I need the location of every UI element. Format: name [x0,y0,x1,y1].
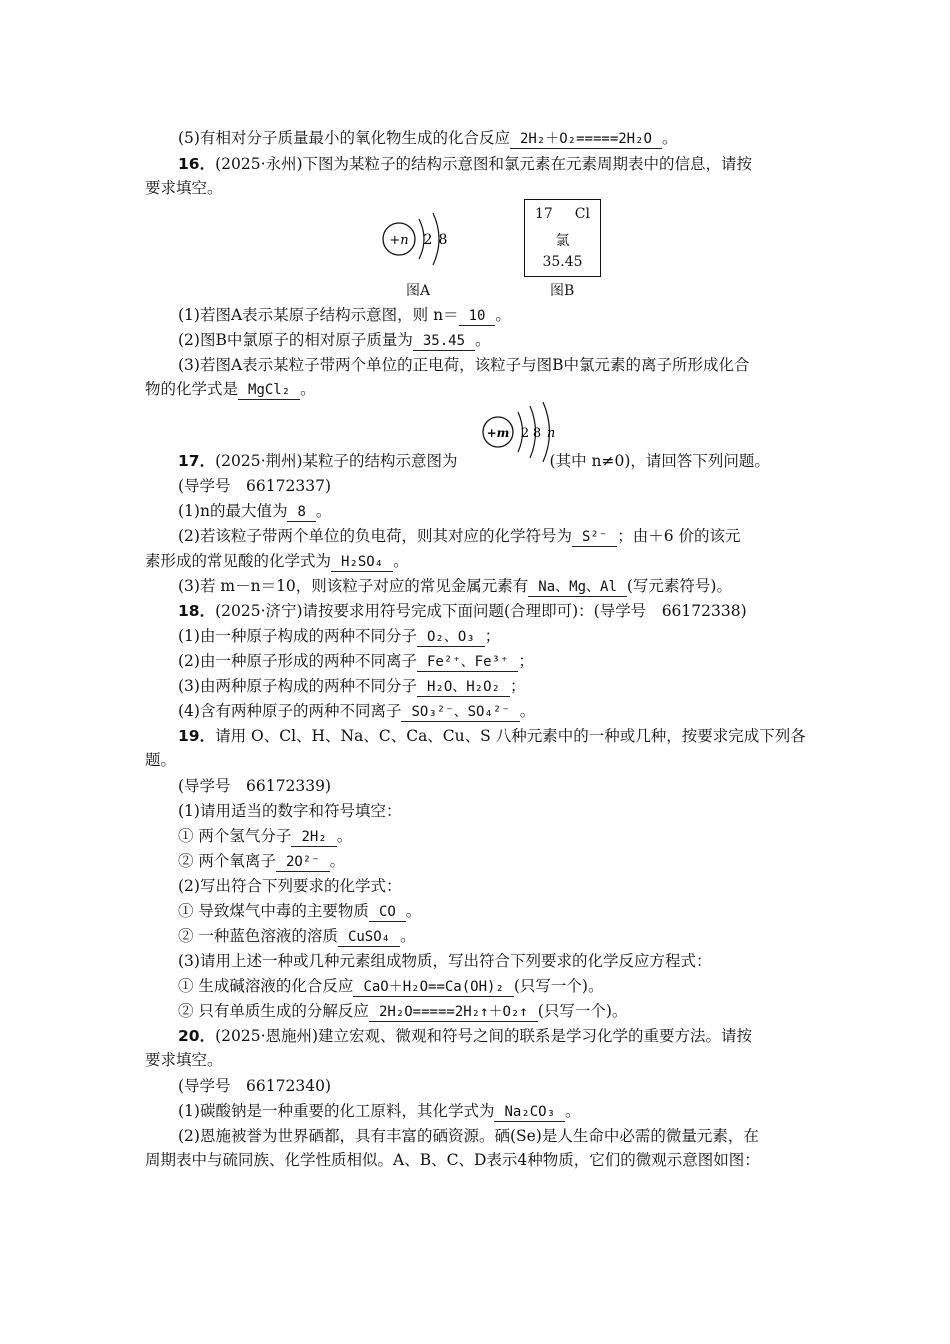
q17-text-post: (其中 n≠0)，请回答下列问题。 [549,452,770,470]
q18-4-line [178,701,535,722]
q20-number: 20． [178,1027,216,1045]
q18-3-text: (3)由两种原子构成的两种不同分子 [178,677,417,695]
q20-guide-number: (导学号 66172340) [178,1077,331,1095]
q18-3-answer: H₂O、H₂O₂ [417,678,510,697]
q18-3-line [178,676,526,697]
q18-line [178,601,747,621]
q19-1a-tail: 。 [336,827,353,845]
q19-line [178,726,806,746]
figure-b-symbol: Cl [574,206,590,222]
q16-3-text2: 物的化学式是 [145,380,239,398]
q18-2-line [178,651,534,672]
figure-a-atom-diagram [375,205,465,275]
q17-shell1-count: 2 [520,426,530,441]
q17-2-text: (2)若该粒子带两个单位的负电荷，则其对应的化学符号为 [178,527,572,545]
q16-2-tail: 。 [475,331,491,349]
q19-3a-tail: (只写一个)。 [513,977,604,995]
q18-4-answer: SO₃²⁻、SO₄²⁻ [401,703,519,722]
q20-2-text: (2)恩施被誉为世界硒都，具有丰富的硒资源。硒(Se)是人生命中必需的微量元素，在 [178,1127,759,1145]
q19-1a-line [178,826,352,847]
q20-1-text: (1)碳酸钠是一种重要的化工原料，其化学式为 [178,1102,495,1120]
q17-1-line [178,501,331,522]
figure-a-nucleus-label: +n [389,233,409,248]
q16-3-answer: MgCl₂ [238,381,300,400]
q19-2a-tail: 。 [405,902,422,920]
q16-1-answer: 10 [459,307,496,326]
q17-1-tail: 。 [315,502,332,520]
q19-3b-text: ② 只有单质生成的分解反应 [178,1002,369,1020]
q19-guide-number: (导学号 66172339) [178,777,331,795]
q17-3-tail: (写元素符号)。 [626,577,732,595]
q15-5-line [178,128,678,149]
q19-3a-answer: CaO＋H₂O==Ca(OH)₂ [353,978,513,997]
figure-b-atomic-number: 17 [535,206,553,222]
q19-1b-line [178,851,345,872]
q19-3-text: (3)请用上述一种或几种元素组成物质，写出符合下列要求的化学反应方程式： [178,952,712,970]
q16-1-line [178,305,511,326]
q19-1b-tail: 。 [329,852,346,870]
q15-5-text: (5)有相对分子质量最小的氧化物生成的化合反应 [178,129,510,147]
q17-2-answer: S²⁻ [572,528,617,547]
q16-line [178,154,752,174]
figure-b-element-name: 氯 [555,233,570,249]
q17-2-line [178,526,741,547]
q15-5-tail: 。 [661,129,678,147]
q17-number: 17． [178,452,216,470]
q17-2-tail2: 。 [393,552,409,570]
figure-b-atomic-mass: 35.45 [542,254,583,270]
q17-2-text2: 素形成的常见酸的化学式为 [145,552,332,570]
q16-2-line [178,330,491,351]
q18-2-text: (2)由一种原子形成的两种不同离子 [178,652,417,670]
q16-number: 16． [178,155,216,173]
q19-text: 请用 O、Cl、H、Na、C、Ca、Cu、S 八种元素中的一种或几种，按要求完成下列各 [215,727,806,745]
q19-3a-text: ① 生成碱溶液的化合反应 [178,977,354,995]
q19-line2 [145,750,176,770]
q19-2a-line [178,901,421,922]
q19-2b-tail: 。 [400,927,416,945]
q17-guide-number: (导学号 66172337) [178,477,331,495]
q19-3a-line [178,976,603,997]
q16-1-text: (1)若图A表示某原子结构示意图，则 n＝ [178,306,459,324]
figure-a-shell1-count: 2 [423,232,433,248]
q18-number: 18． [178,602,216,620]
q15-5-answer: 2H₂＋O₂=====2H₂O [510,130,662,149]
q19-3-line [178,951,711,971]
q17-guide-line [178,476,331,496]
q17-line [178,451,770,471]
q19-guide-line [178,776,331,796]
q16-3-tail: 。 [300,380,316,398]
q17-shell3-count: n [546,426,556,441]
q19-2-line [178,876,401,896]
q16-text2: 要求填空。 [145,179,223,197]
figure-b-caption: 图B [550,283,575,299]
q20-2-line2 [145,1150,760,1170]
q16-2-text: (2)图B中氯原子的相对原子质量为 [178,331,413,349]
q17-2-line2 [145,551,409,572]
q18-3-tail: ； [509,677,526,695]
q19-number: 19． [178,727,216,745]
q19-3b-line [178,1001,627,1022]
q20-1-line [178,1101,581,1122]
q17-2-answer2: H₂SO₄ [331,553,393,572]
q19-text2: 题。 [145,751,177,769]
q17-1-answer: 8 [287,503,315,522]
figure-a-shell2-count: 8 [438,232,448,248]
q18-4-text: (4)含有两种原子的两种不同离子 [178,702,402,720]
q17-2-tail: ；由＋6 价的该元 [617,527,741,545]
figure-b-element-cell [524,199,601,277]
q18-2-tail: ； [518,652,534,670]
q18-1-text: (1)由一种原子构成的两种不同分子 [178,627,417,645]
q19-2a-text: ① 导致煤气中毒的主要物质 [178,902,369,920]
q19-2b-text: ② 一种蓝色溶液的溶质 [178,927,338,945]
q18-4-tail: 。 [519,702,536,720]
q17-text: (2025·荆州)某粒子的结构示意图为 [215,452,458,470]
q18-1-line [178,626,500,647]
figure-a-caption: 图A [406,283,431,299]
q16-3-line [178,355,750,375]
q20-line [178,1026,752,1046]
q20-1-answer: Na₂CO₃ [494,1103,565,1122]
q18-text: (2025·济宁)请按要求用符号完成下面问题(合理即可)：(导学号 66172338) [215,602,747,620]
q20-2-line [178,1126,759,1146]
q17-3-answer: Na、Mg、Al [528,578,627,597]
q19-1-text: (1)请用适当的数字和符号填空： [178,802,402,820]
q16-2-answer: 35.45 [413,332,475,351]
q19-2b-line [178,926,416,947]
q17-shell2-count: 8 [532,426,542,441]
q20-1-tail: 。 [565,1102,581,1120]
q17-3-text: (3)若 m－n＝10，则该粒子对应的常见金属元素有 [178,577,529,595]
q19-1b-text: ② 两个氧离子 [178,852,276,870]
q20-text: (2025·恩施州)建立宏观、微观和符号之间的联系是学习化学的重要方法。请按 [215,1027,753,1045]
q16-1-tail: 。 [495,306,511,324]
q20-text2: 要求填空。 [145,1051,223,1069]
q20-line2 [145,1050,223,1070]
q16-line2 [145,178,223,198]
q19-1-line [178,801,401,821]
q19-1a-answer: 2H₂ [291,828,336,847]
q19-2-text: (2)写出符合下列要求的化学式： [178,877,402,895]
q19-1a-text: ① 两个氢气分子 [178,827,292,845]
q17-nucleus-label: +m [486,426,510,440]
q20-guide-line [178,1076,331,1096]
q19-1b-answer: 2O²⁻ [276,853,330,872]
q19-2b-answer: CuSO₄ [338,928,400,947]
q18-2-answer: Fe²⁺、Fe³⁺ [417,653,518,672]
q17-3-line [178,576,732,597]
q18-1-tail: ； [484,627,501,645]
q16-3-text: (3)若图A表示某粒子带两个单位的正电荷，该粒子与图B中氯元素的离子所形成化合 [178,356,750,374]
q16-text: (2025·永州)下图为某粒子的结构示意图和氯元素在元素周期表中的信息，请按 [215,155,753,173]
q18-1-answer: O₂、O₃ [417,628,485,647]
q16-3-line2 [145,379,316,400]
q17-1-text: (1)n的最大值为 [178,502,288,520]
q20-2-text2: 周期表中与硫同族、化学性质相似。A、B、C、D表示4种物质，它们的微观示意图如图： [145,1151,760,1169]
q19-2a-answer: CO [369,903,406,922]
q19-3b-tail: (只写一个)。 [537,1002,628,1020]
q19-3b-answer: 2H₂O=====2H₂↑＋O₂↑ [369,1003,538,1022]
